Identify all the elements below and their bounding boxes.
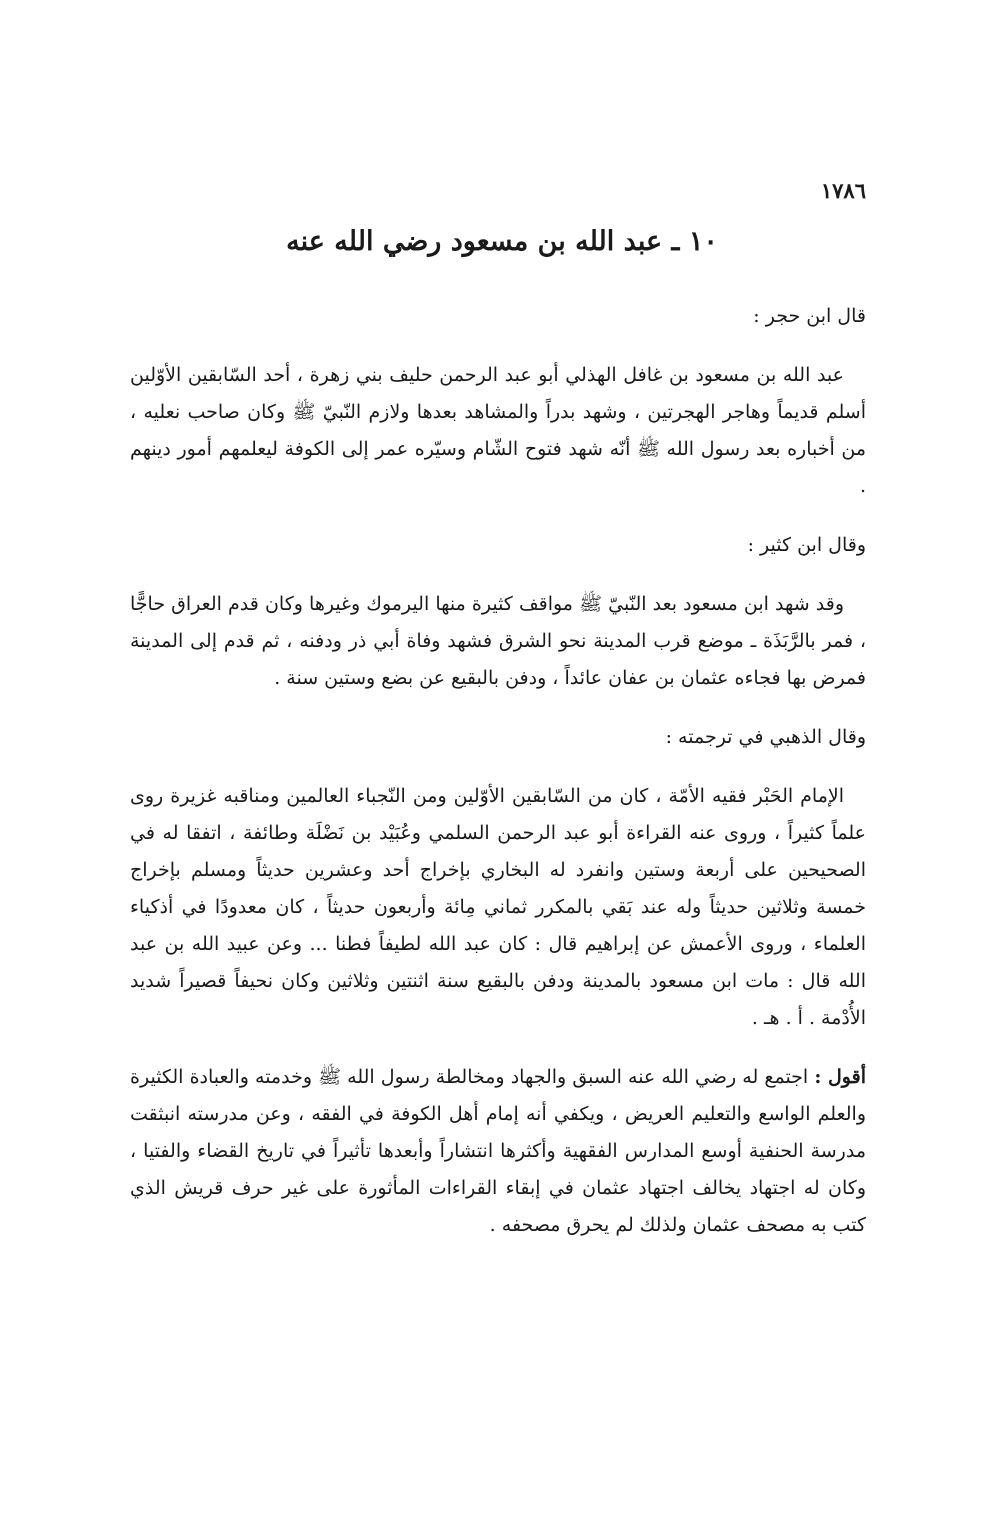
paragraph-ibn-kathir: وقد شهد ابن مسعود بعد النّبيّ ﷺ مواقف كثيرة منها اليرموك وغيرها وكان قدم العراق حاجًّا ، فمر بالرَّبَذَة ـ موضع قرب المدينة نحو الشرق فشهد وفاة أبي ذر ودفنه ، ثم قدم إلى المدينة فمرض بها فجاءه عثمان بن عفان عائداً ، ودفن بالبقيع عن بضع وستين سنة .	[130, 593, 866, 689]
section-heading-ibn-kathir: وقال ابن كثير :	[747, 534, 866, 556]
paragraph-author-comment	[130, 1059, 866, 1244]
author-comment-text: اجتمع له رضي الله عنه السبق والجهاد ومخالطة رسول الله ﷺ وخدمته والعبادة الكثيرة والعلم الواسع والتعليم العريض ، ويكفي أنه إمام أهل الكوفة في الفقه ، وعن مدرسته انبثقت مدرسة الحنفية أوسع المدارس الفقهية وأكثرها انتشاراً وأبعدها تأثيراً في تاريخ القضاء والفتيا ، وكان له اجتهاد يخالف اجتهاد عثمان في إبقاء القراءات المأثورة على غير حرف قريش الذي كتب به مصحف عثمان ولذلك لم يحرق مصحفه .	[130, 1066, 866, 1236]
section-heading-ibn-hajar: قال ابن حجر :	[753, 305, 866, 327]
author-comment-lead: أقول :	[814, 1066, 866, 1088]
section-heading-dhahabi: وقال الذهبي في ترجمته :	[665, 726, 866, 748]
paragraph-dhahabi: الإمام الحَبْر فقيه الأمّة ، كان من السّابقين الأوّلين ومن النّجباء العالمين ومناقبه غزيرة روى علماً كثيراً ، وروى عنه القراءة أبو عبد الرحمن السلمي وعُبَيْد بن نَضْلَة وطائفة ، اتفقا له في الصحيحين على أربعة وستين وانفرد له البخاري بإخراج أحد وعشرين حديثاً ومسلم بإخراج خمسة وثلاثين حديثاً وله عند بَقي بالمكرر ثماني مِائة وأربعون حديثاً ، كان معدودًا في أذكياء العلماء ، وروى الأعمش عن إبراهيم قال : كان عبد الله لطيفاً فطنا ... وعن عبيد الله بن عبد الله قال : مات ابن مسعود بالمدينة ودفن بالبقيع سنة اثنتين وثلاثين وكان نحيفاً قصيراً شديد الأُدْمة . أ . هـ .	[130, 785, 866, 1029]
paragraph-ibn-hajar: عبد الله بن مسعود بن غافل الهذلي أبو عبد الرحمن حليف بني زهرة ، أحد السّابقين الأوّلين أسلم قديماً وهاجر الهجرتين ، وشهد بدراً والمشاهد بعدها ولازم النّبيّ ﷺ وكان صاحب نعليه ، من أخباره بعد رسول الله ﷺ أنّه شهد فتوح الشّام وسيّره عمر إلى الكوفة ليعلمهم أمور دينهم .	[130, 364, 866, 497]
chapter-title: ١٠ ـ عبد الله بن مسعود رضي الله عنه	[286, 226, 718, 257]
page-body	[130, 298, 866, 1266]
page-number: ١٧٨٦	[820, 178, 866, 203]
